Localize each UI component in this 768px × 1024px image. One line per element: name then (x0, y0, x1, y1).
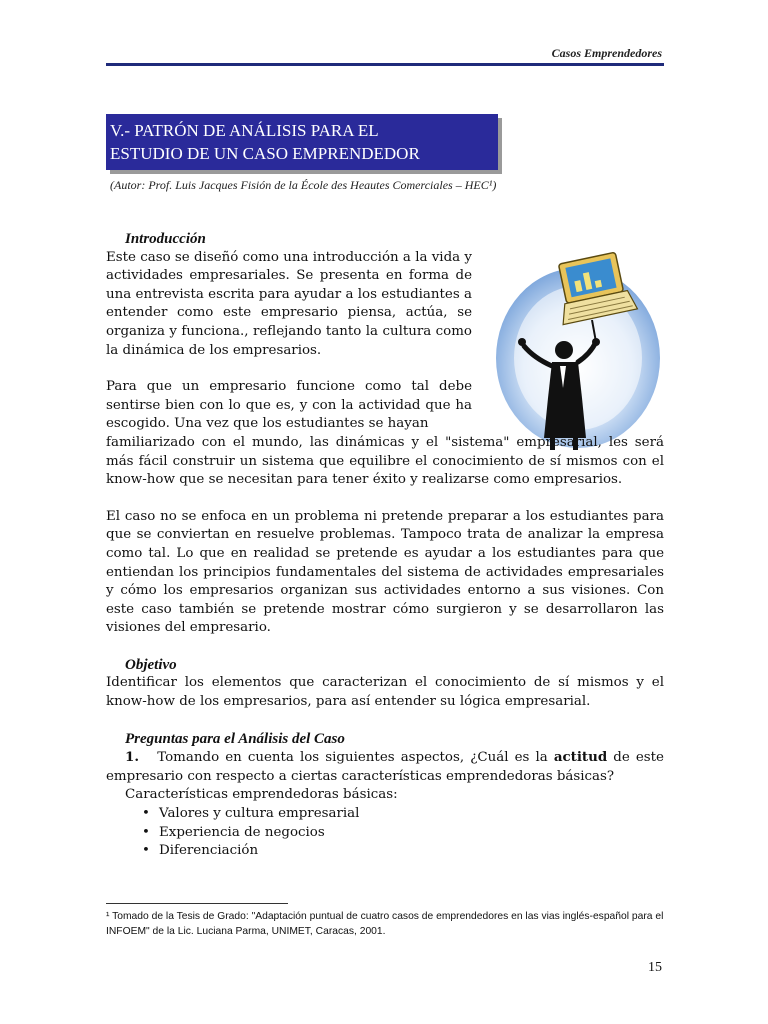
list-item: • Valores y cultura empresarial (142, 805, 664, 824)
question-1-text-end: de este empresario con respecto a ciertas características emprendedoras básicas? (106, 750, 664, 784)
author-credit: (Autor: Prof. Luis Jacques Fisión de la École des Heautes Comerciales – HEC¹) (110, 178, 497, 192)
main-content (106, 230, 664, 861)
intro-paragraph-2b: familiarizado con el mundo, las dinámicas y el "sistema" empresarial, les será más fácil construir un sistema que equilibre el conocimiento de sí mismos con el know-how que se necesitan para tener éxito y realizarse como empresarios. (106, 434, 664, 488)
question-1 (106, 748, 664, 786)
characteristics-subheading: Características emprendedoras básicas: (125, 787, 398, 803)
characteristics-list (106, 805, 664, 861)
question-1-text-start: Tomando en cuenta los siguientes aspectos, ¿Cuál es la (157, 750, 554, 766)
question-1-number: 1. (125, 749, 139, 766)
page-number: 15 (648, 960, 662, 975)
objective-heading: Objetivo (125, 656, 177, 673)
list-item: • Experiencia de negocios (142, 824, 664, 843)
footnote-rule (106, 903, 288, 904)
footnote: ¹ Tomado de la Tesis de Grado: "Adaptación puntual de cuatro casos de emprendedores en las vias inglés-español para el INFOEM" de la Lic. Luciana Parma, UNIMET, Caracas, 2001. (106, 911, 664, 937)
header-rule (106, 63, 664, 66)
section-title-line-1: V.- PATRÓN DE ANÁLISIS PARA EL (110, 121, 379, 140)
intro-paragraph-1: Este caso se diseñó como una introducción a la vida y actividades empresariales. Se presenta en forma de una entrevista escrita para ayudar a los estudiantes a entender como este empresario piensa, actúa, se organiza y funciona., reflejando tanto la cultura como la dinámica de los empresarios. (106, 249, 472, 358)
objective-text: Identificar los elementos que caracterizan el conocimiento de sí mismos y el know-how de los empresarios, para así entender su lógica empresarial. (106, 675, 664, 710)
section-title-line-2: ESTUDIO DE UN CASO EMPRENDEDOR (110, 144, 420, 163)
running-header: Casos Emprendedores (551, 46, 662, 60)
intro-heading: Introducción (125, 231, 206, 247)
question-1-bold-word: actitud (553, 749, 608, 766)
intro-paragraph-2a: Para que un empresario funcione como tal debe sentirse bien con lo que es, y con la actividad que ha escogido. Una vez que los estudiantes se hayan (106, 379, 472, 432)
intro-paragraph-3: El caso no se enfoca en un problema ni pretende preparar a los estudiantes para que se conviertan en resuelve problemas. Tampoco trata de analizar la empresa como tal. Lo que en realidad se pretende es ayudar a los estudiantes para que entiendan los principios fundamentales del sistema de actividades empresariales y cómo los empresarios organizan sus actividades entorno a sus visiones. Con este caso también se pretende mostrar cómo surgieron y se desarrollaron las visiones del empresario. (106, 508, 664, 636)
questions-heading: Preguntas para el Análisis del Caso (125, 730, 345, 747)
section-title (106, 114, 498, 170)
list-item: • Diferenciación (142, 842, 664, 861)
